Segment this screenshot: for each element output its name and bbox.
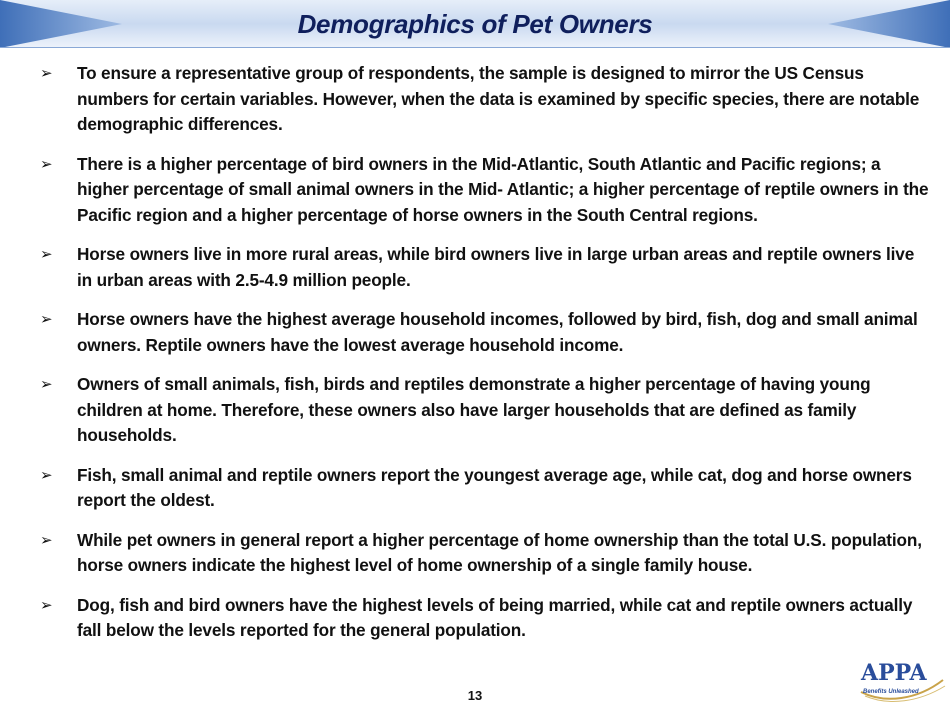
arrow-bullet-icon: ➢ — [40, 595, 53, 614]
arrow-bullet-icon: ➢ — [40, 154, 53, 173]
bullet-text: Owners of small animals, fish, birds and reptiles demonstrate a higher percentage of having young children at home. Therefore, these owners also have larger households that are defined as family households. — [77, 374, 871, 445]
arrow-bullet-icon: ➢ — [40, 64, 53, 82]
logo-wordmark: APPA — [861, 660, 927, 686]
bullet-text: Horse owners have the highest average household incomes, followed by bird, fish, dog and small animal owners. Reptile owners have the lowest average household income. — [77, 309, 918, 355]
header-banner — [0, 0, 950, 48]
bullet-item — [40, 242, 930, 293]
bullet-item — [40, 372, 930, 449]
page-number: 13 — [467, 688, 483, 703]
bullet-item — [40, 152, 930, 229]
arrow-bullet-icon: ➢ — [40, 245, 53, 263]
arrow-bullet-icon: ➢ — [40, 375, 53, 393]
arrow-bullet-icon: ➢ — [40, 465, 53, 484]
bullet-text: Dog, fish and bird owners have the highest levels of being married, while cat and reptile owners actually fall below the levels reported for the general population. — [77, 594, 913, 640]
bullet-item — [40, 61, 930, 138]
arrow-bullet-icon: ➢ — [40, 310, 53, 328]
bullet-item — [40, 463, 930, 514]
bullet-text: There is a higher percentage of bird owners in the Mid-Atlantic, South Atlantic and Pacific regions; a higher percentage of small animal owners in the Mid- Atlantic; a higher percentage of reptile owners in the Pacific region and a higher percentage of horse owners in the South Central regions. — [77, 153, 929, 225]
appa-logo — [855, 656, 950, 713]
arrow-bullet-icon: ➢ — [40, 530, 53, 549]
bullet-list — [40, 61, 930, 658]
bullet-item — [40, 307, 930, 358]
bullet-item — [40, 593, 930, 644]
bullet-item — [40, 528, 930, 579]
bullet-text: To ensure a representative group of respondents, the sample is designed to mirror the US Census numbers for certain variables. However, when the data is examined by specific species, there are notable demographic differences. — [77, 63, 920, 134]
bullet-text: Horse owners live in more rural areas, while bird owners live in large urban areas and reptile owners live in urban areas with 2.5-4.9 million people. — [77, 244, 915, 290]
bullet-text: While pet owners in general report a higher percentage of home ownership than the total U.S. population, horse owners indicate the highest level of home ownership of a single family house. — [77, 529, 922, 575]
page-title: Demographics of Pet Owners — [297, 9, 653, 39]
bullet-text: Fish, small animal and reptile owners report the youngest average age, while cat, dog and horse owners report the oldest. — [77, 464, 912, 510]
logo-tagline: Benefits Unleashed — [863, 689, 919, 695]
